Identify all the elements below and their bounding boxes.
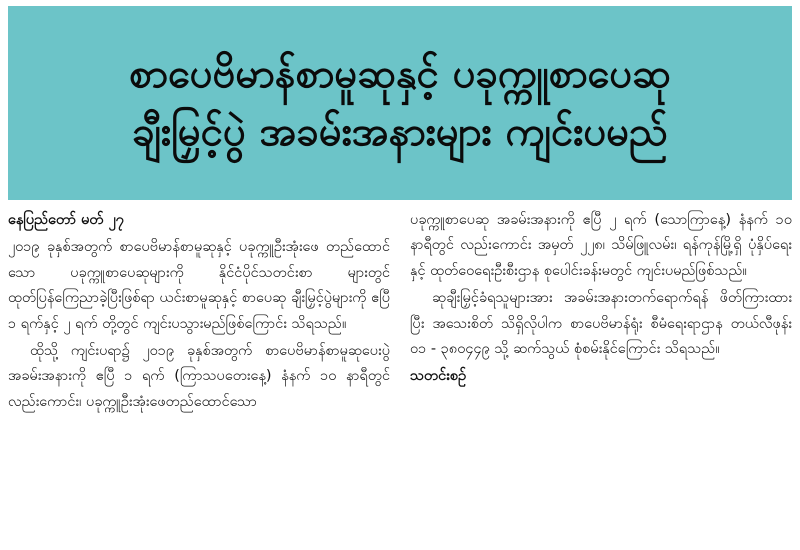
headline-line-2: ချီးမြှင့်ပွဲ အခမ်းအနားများ ကျင်းပမည် xyxy=(132,109,668,155)
left-column xyxy=(8,208,390,546)
article-body xyxy=(8,208,792,546)
byline: သတင်းစဉ် xyxy=(410,368,467,385)
right-column xyxy=(410,208,792,546)
dateline: နေပြည်တော် မတ် ၂၇ xyxy=(8,212,124,228)
paragraph: ဆုချီးမြှင့်ခံရသူများအား အခမ်းအနားတက်ရောက်ရန် ဖိတ်ကြားထားပြီး အသေးစိတ် သိရှိလိုပါက စာပေဗိမာန်ရုံး စီမံရေးရာဌာန တယ်လီဖုန်း ၀၁ - ၃၈၀၄၄၉ သို့ ဆက်သွယ် စုံစမ်းနိုင်ကြောင်း သိရသည်။ xyxy=(410,290,792,357)
headline-banner xyxy=(8,6,792,200)
paragraph: ပခုက္ကူစာပေဆု အခမ်းအနားကို ဧပြီ ၂ ရက် (သောကြာနေ့) နံနက် ၁၀ နာရီတွင် လည်းကောင်း အမှတ် ၂၂၈၊ သိမ်ဖြူလမ်း၊ ရန်ကုန်မြို့ရှိ ပုံနှိပ်ရေးနှင့် ထုတ်ဝေရေးဦးစီးဌာန စုပေါင်းခန်းမတွင် ကျင်းပမည်ဖြစ်သည်။ xyxy=(410,212,792,279)
paragraph: ထိုသို့ ကျင်းပရာ၌ ၂၀၁၉ ခုနှစ်အတွက် စာပေဗိမာန်စာမူဆုပေးပွဲ အခမ်းအနားကို ဧပြီ ၁ ရက် (ကြာသပတေးနေ့) နံနက် ၁၀ နာရီတွင် လည်းကောင်း၊ ပခုက္ကူဦးအုံးဖေတည်ထောင်သော xyxy=(8,342,390,410)
headline-line-1: စာပေဗိမာန်စာမူဆုနှင့် ပခုက္ကူစာပေဆု xyxy=(129,51,671,97)
paragraph: ၂၀၁၉ ခုနှစ်အတွက် စာပေဗိမာန်စာမူဆုနှင့် ပခုက္ကူဦးအုံးဖေ တည်ထောင်သော ပခုက္ကူစာပေဆုများကို နိုင်ငံပိုင်သတင်းစာ များတွင် ထုတ်ပြန်ကြေညာခဲ့ပြီးဖြစ်ရာ ယင်းစာမူဆုနှင့် စာပေဆု ချီးမြှင့်ပွဲများကို ဧပြီ ၁ ရက်နှင့် ၂ ရက် တို့တွင် ကျင်းပသွားမည်ဖြစ်ကြောင်း သိရသည်။ xyxy=(8,239,390,332)
